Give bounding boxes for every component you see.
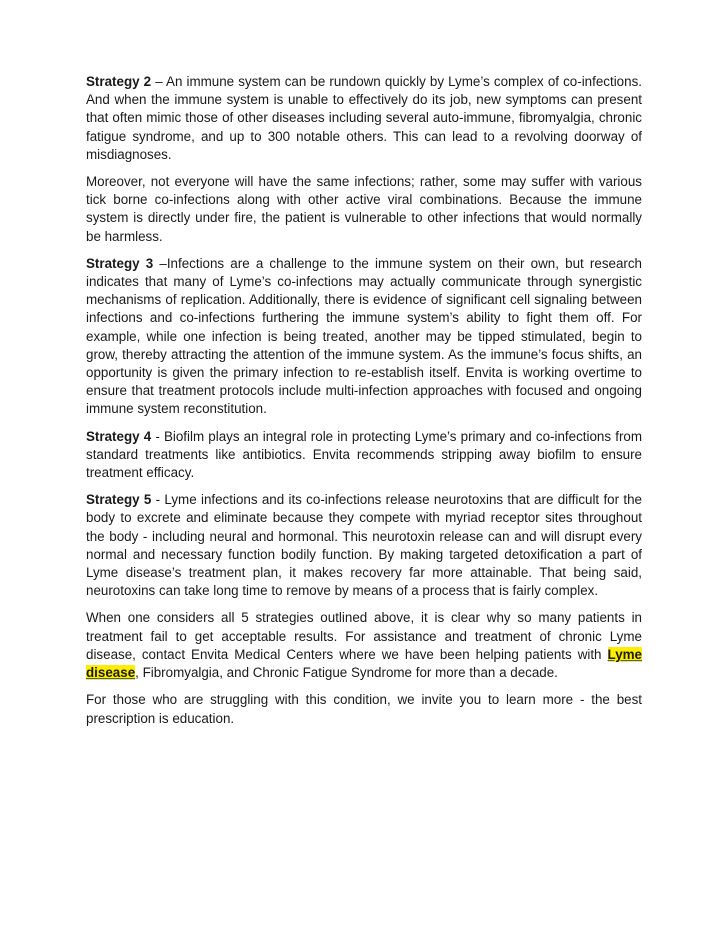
document-body <box>86 73 642 737</box>
strategy-3-heading: Strategy 3 <box>86 255 154 271</box>
conclusion-text-before: When one considers all 5 strategies outlined above, it is clear why so many patients in treatment fail to get acceptable results. For assistance and treatment of chronic Lyme disease, contact Envita Medical Centers where we have been helping patients with <box>86 610 642 662</box>
moreover-text: Moreover, not everyone will have the same infections; rather, some may suffer with various tick borne co-infections along with other active viral combinations. Because the immune system is directly under fire, the patient is vulnerable to other infections that would normally be harmless. <box>86 174 642 244</box>
lyme-disease-link[interactable]: Lyme disease <box>86 646 642 681</box>
strategy-4-heading: Strategy 4 <box>86 428 152 444</box>
strategy-5-text: - Lyme infections and its co-infections release neurotoxins that are difficult for the body to excrete and eliminate because they compete with myriad receptor sites throughout the body - including neural and hormonal. This neurotoxin release can and will disrupt every normal and necessary function bodily function. By making targeted detoxification a part of Lyme disease’s treatment plan, it makes recovery far more attainable. That being said, neurotoxins can take long time to remove by means of a process that is fairly complex. <box>86 492 643 599</box>
conclusion-text-after: , Fibromyalgia, and Chronic Fatigue Syndrome for more than a decade. <box>135 665 558 681</box>
strategy-3-text: –Infections are a challenge to the immune system on their own, but research indicates that many of Lyme’s co-infections may actually communicate through synergistic mechanisms of replication. Additionally, there is evidence of significant cell signaling between infections and co-infections furthering the immune system’s ability to fight them off. For example, while one infection is being treated, another may be tipped stimulated, begin to grow, thereby attracting the attention of the immune system. As the immune’s focus shifts, an opportunity is given the primary infection to re-establish itself. Envita is working overtime to ensure that treatment protocols include multi-infection approaches with focused and ongoing immune system reconstitution. <box>86 255 643 417</box>
paragraph-strategy-2 <box>86 73 642 164</box>
paragraph-strategy-3 <box>86 255 642 419</box>
paragraph-moreover <box>86 173 642 246</box>
closing-text: For those who are struggling with this condition, we invite you to learn more - the best prescription is education. <box>86 692 642 726</box>
strategy-2-heading: Strategy 2 <box>86 74 152 89</box>
paragraph-strategy-4 <box>86 428 642 483</box>
strategy-4-text: - Biofilm plays an integral role in protecting Lyme’s primary and co-infections from standard treatments like antibiotics. Envita recommends stripping away biofilm to ensure treatment efficacy. <box>86 428 642 481</box>
paragraph-strategy-5 <box>86 491 642 600</box>
paragraph-closing <box>86 691 642 727</box>
strategy-5-heading: Strategy 5 <box>86 492 152 508</box>
strategy-2-text: – An immune system can be rundown quickly by Lyme’s complex of co-infections. And when the immune system is unable to effectively do its job, new symptoms can present that often mimic those of other diseases including several auto-immune, fibromyalgia, chronic fatigue syndrome, and up to 300 notable others. This can lead to a revolving doorway of misdiagnoses. <box>86 74 642 162</box>
paragraph-conclusion <box>86 609 642 682</box>
